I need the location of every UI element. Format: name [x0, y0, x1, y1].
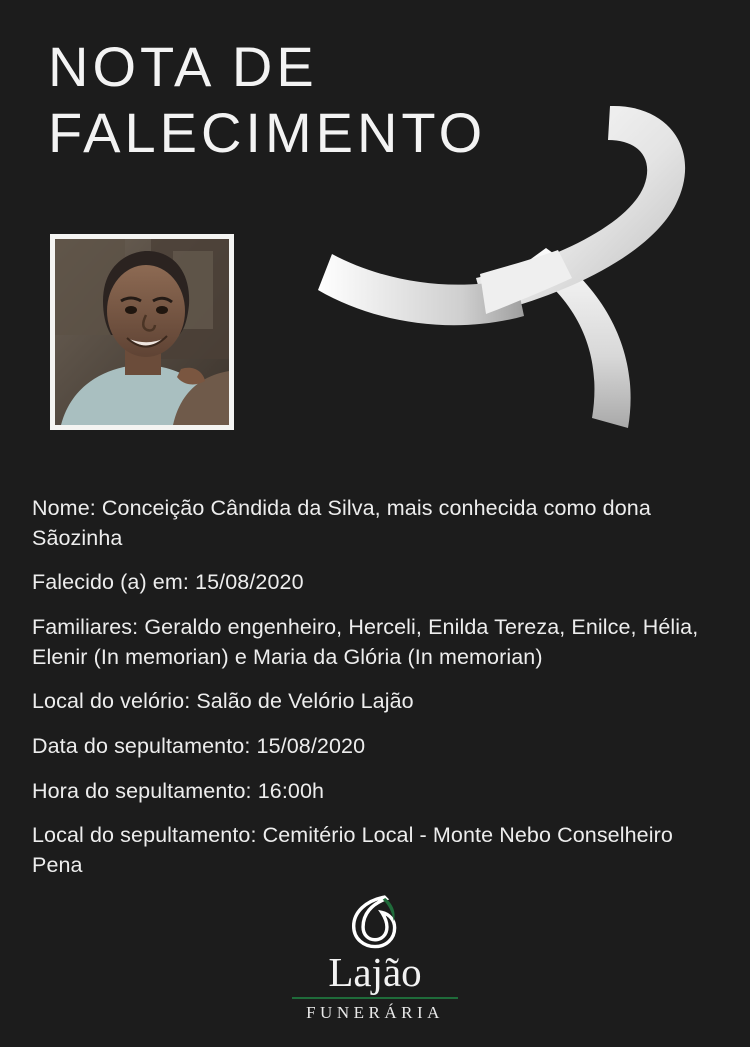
detail-row [32, 568, 722, 598]
detail-row [32, 687, 722, 717]
detail-value-hora-sepultamento: 16:00h [257, 778, 325, 803]
brand-divider [292, 997, 458, 999]
detail-value-local-velorio: Salão de Velório Lajão [196, 689, 414, 714]
detail-value-local-sepultamento: Cemitério Local - Monte Nebo Conselheiro Pena [32, 823, 673, 877]
detail-value-data-sepultamento: 15/08/2020 [256, 733, 366, 758]
brand-name: Lajão [328, 949, 422, 995]
avatar [50, 234, 234, 430]
brand-tagline: FUNERÁRIA [306, 1003, 444, 1022]
detail-label-data-sepultamento: Data do sepultamento: [32, 733, 251, 758]
notice-details [32, 494, 722, 881]
title-line-2: FALECIMENTO [48, 101, 487, 165]
detail-label-local-sepultamento: Local do sepultamento: [32, 823, 257, 848]
page-title [48, 34, 518, 166]
detail-row [32, 494, 722, 553]
detail-label-familiares: Familiares: [32, 614, 139, 639]
detail-label-falecido-em: Falecido (a) em: [32, 570, 189, 595]
detail-label-local-velorio: Local do velório: [32, 689, 191, 714]
brand-footer [0, 892, 750, 1021]
detail-row [32, 777, 722, 807]
title-line-1: NOTA DE [48, 35, 318, 98]
detail-row [32, 821, 722, 880]
detail-row [32, 732, 722, 762]
detail-label-nome: Nome: [32, 496, 96, 520]
detail-row [32, 613, 722, 672]
detail-value-nome: Conceição Cândida da Silva, mais conhecida como dona Sãozinha [32, 496, 651, 550]
deceased-portrait-photo [55, 239, 229, 425]
detail-label-hora-sepultamento: Hora do sepultamento: [32, 778, 252, 803]
lajao-leaf-icon [345, 892, 405, 950]
detail-value-falecido-em: 15/08/2020 [195, 570, 304, 595]
detail-value-familiares: Geraldo engenheiro, Herceli, Enilda Tereza, Enilce, Hélia, Elenir (In memorian) e Maria da Glória (In memorian) [32, 614, 699, 669]
